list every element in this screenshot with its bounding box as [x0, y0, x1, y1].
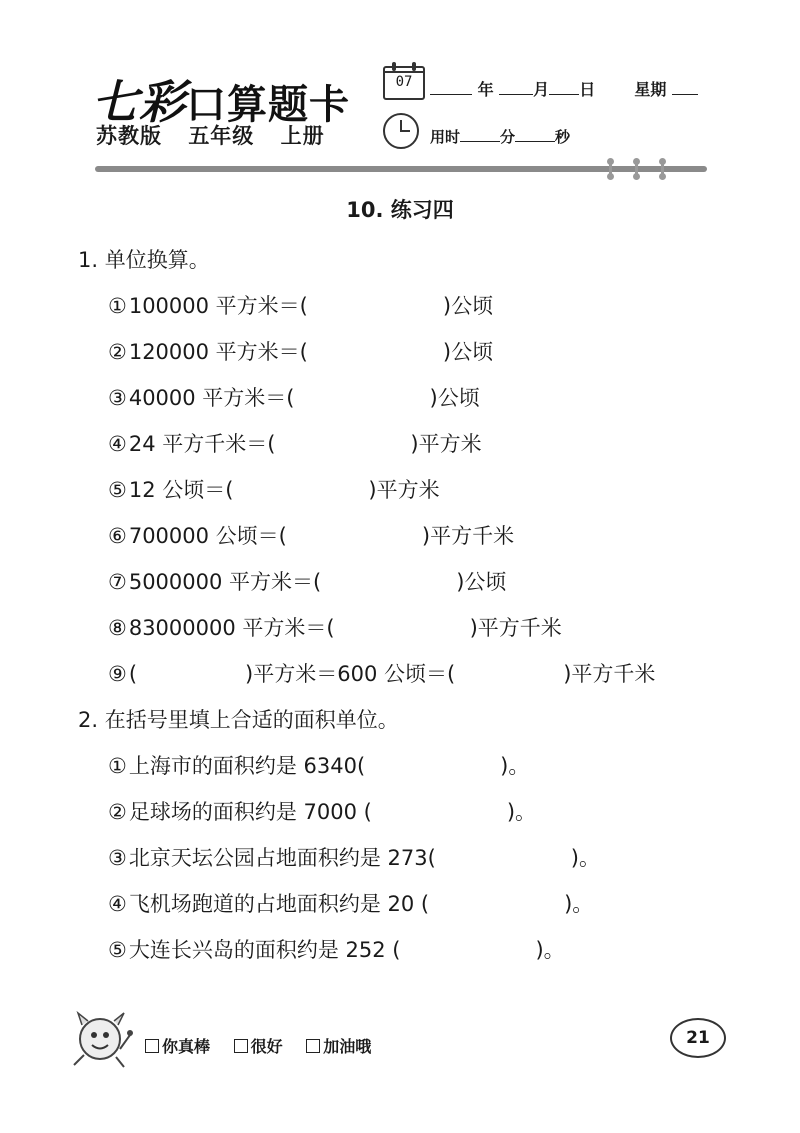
- conversion-item-2: ②120000 平方米＝( )公顷: [108, 340, 494, 364]
- divider-tick: [609, 158, 612, 180]
- section2-heading: 2. 在括号里填上合适的面积单位。: [78, 708, 399, 732]
- edition-volume: 上册: [280, 124, 325, 148]
- checkbox-icon[interactable]: [306, 1039, 320, 1053]
- edition-line: [96, 120, 343, 150]
- date-line: [430, 77, 698, 100]
- conversion-item-7: ⑦5000000 平方米＝( )公顷: [108, 570, 507, 594]
- rating-options: [145, 1034, 389, 1057]
- unit-item-4: ④飞机场跑道的占地面积约是 20 ( )。: [108, 892, 594, 916]
- page-number: 21: [670, 1018, 726, 1058]
- seconds-blank[interactable]: [515, 127, 555, 142]
- minutes-label: 分: [500, 128, 516, 146]
- section1-heading: 1. 单位换算。: [78, 248, 210, 272]
- divider-tick: [635, 158, 638, 180]
- brand-cai: 彩: [139, 75, 186, 129]
- unit-item-5: ⑤大连长兴岛的面积约是 252 ( )。: [108, 938, 565, 962]
- brand-qi: 七: [92, 75, 139, 129]
- day-label: 日: [579, 80, 596, 99]
- calendar-day: 07: [395, 74, 413, 90]
- edition-publisher: 苏教版: [96, 124, 162, 148]
- conversion-item-9: ⑨( )平方米＝600 公顷＝( )平方千米: [108, 662, 656, 686]
- conversion-item-5: ⑤12 公顷＝( )平方米: [108, 478, 440, 502]
- week-label: 星期: [634, 80, 667, 99]
- rating-keep-going[interactable]: 加油哦: [306, 1037, 371, 1056]
- year-label: 年: [477, 80, 494, 99]
- clock-icon: [383, 113, 419, 149]
- brand-rest: 口算题卡: [186, 81, 350, 128]
- time-used-label: 用时: [430, 128, 461, 146]
- month-blank[interactable]: [499, 80, 533, 95]
- calendar-icon: [383, 66, 425, 100]
- conversion-item-1: ①100000 平方米＝( )公顷: [108, 294, 494, 318]
- unit-item-3: ③北京天坛公园占地面积约是 273( )。: [108, 846, 600, 870]
- conversion-item-3: ③40000 平方米＝( )公顷: [108, 386, 480, 410]
- unit-item-2: ②足球场的面积约是 7000 ( )。: [108, 800, 537, 824]
- day-blank[interactable]: [549, 80, 579, 95]
- edition-grade: 五年级: [188, 124, 255, 148]
- time-line: [430, 126, 570, 147]
- month-label: 月: [533, 80, 550, 99]
- week-blank[interactable]: [672, 80, 698, 95]
- page-title: 10. 练习四: [346, 198, 454, 222]
- checkbox-icon[interactable]: [145, 1039, 159, 1053]
- divider-tick: [661, 158, 664, 180]
- checkbox-icon[interactable]: [234, 1039, 248, 1053]
- conversion-item-8: ⑧83000000 平方米＝( )平方千米: [108, 616, 562, 640]
- header-divider: [95, 166, 707, 172]
- seconds-label: 秒: [555, 128, 571, 146]
- rating-good[interactable]: 很好: [234, 1037, 283, 1056]
- unit-item-1: ①上海市的面积约是 6340( )。: [108, 754, 530, 778]
- conversion-item-6: ⑥700000 公顷＝( )平方千米: [108, 524, 515, 548]
- mascot-icon: [70, 1005, 134, 1069]
- minutes-blank[interactable]: [460, 127, 500, 142]
- year-blank[interactable]: [430, 80, 472, 95]
- rating-great[interactable]: 你真棒: [145, 1037, 210, 1056]
- conversion-item-4: ④24 平方千米＝( )平方米: [108, 432, 482, 456]
